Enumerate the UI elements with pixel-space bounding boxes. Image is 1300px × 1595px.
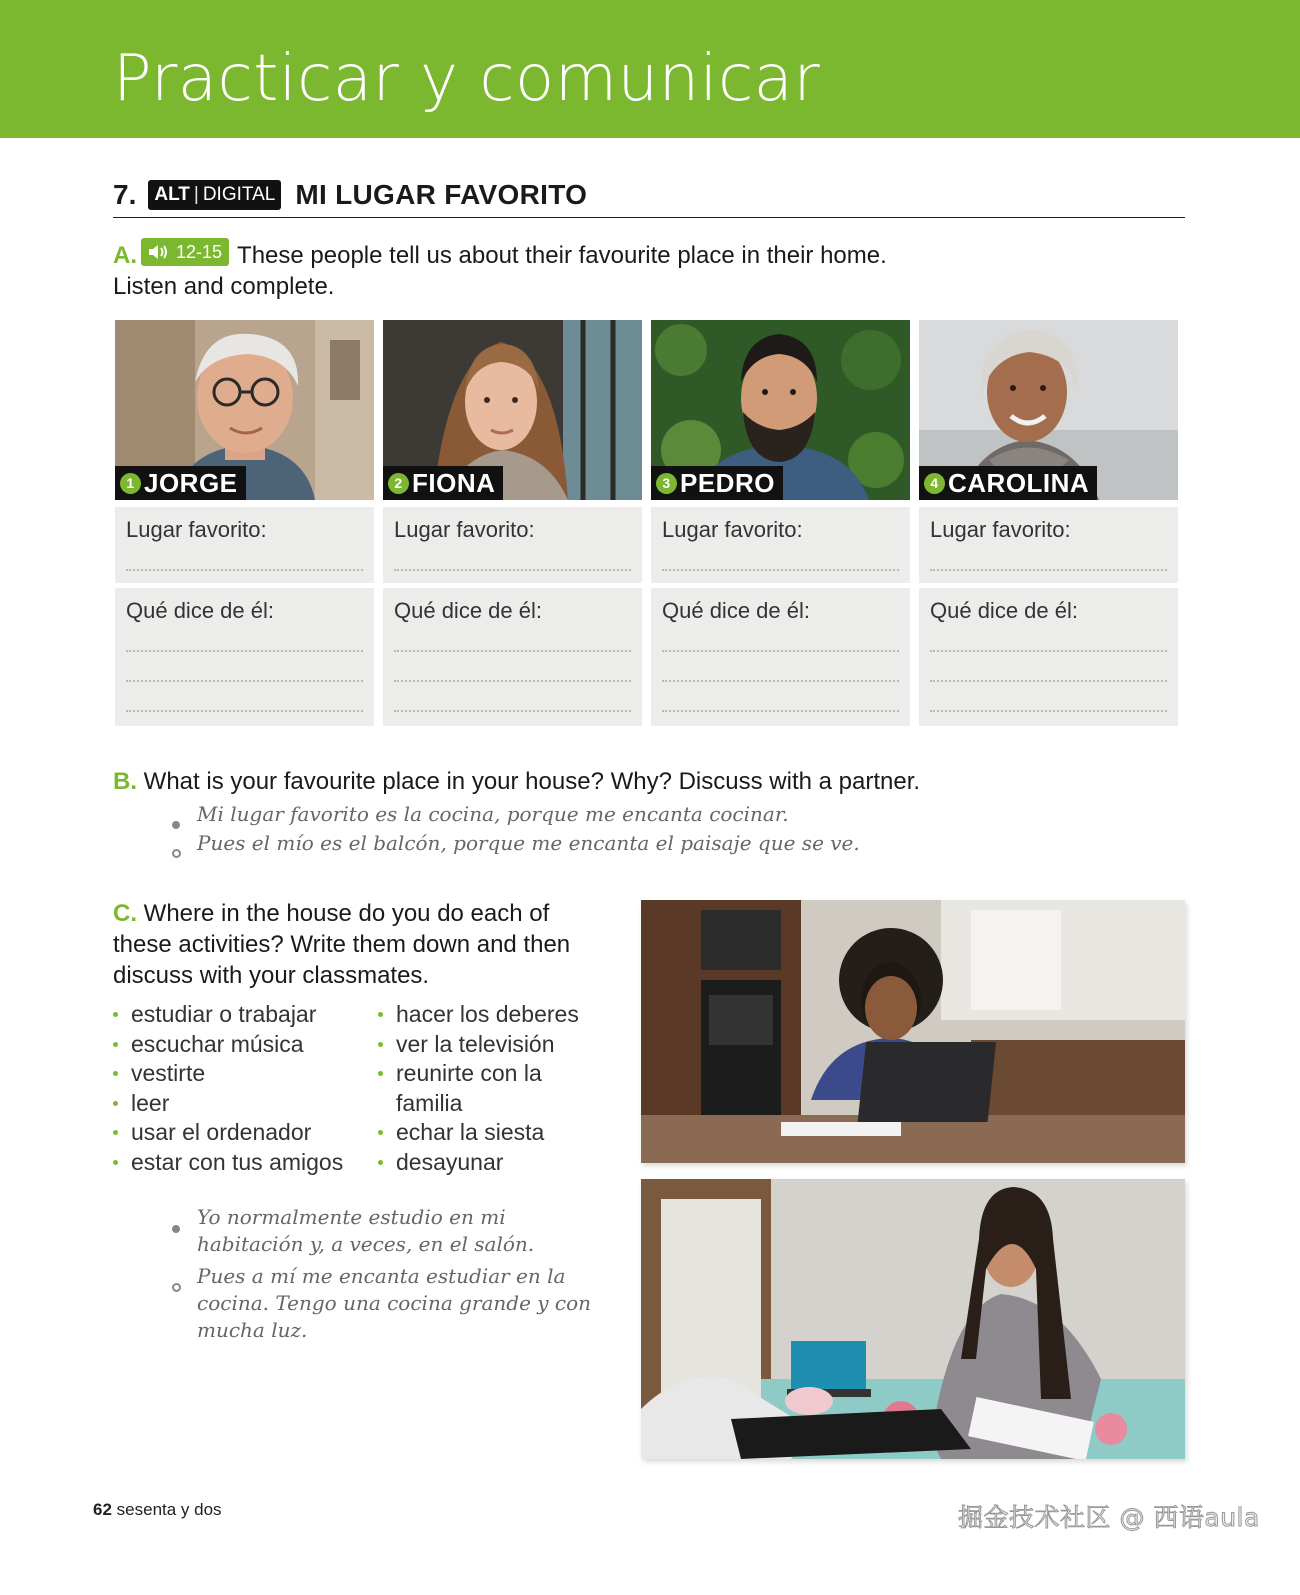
section-b-text: What is your favourite place in your house? Why? Discuss with a partner. (143, 768, 921, 795)
answer-line[interactable] (126, 680, 363, 682)
section-c-line: discuss with your classmates. (113, 962, 430, 989)
person-card-carolina (919, 320, 1178, 726)
answer-line[interactable] (126, 710, 363, 712)
exercise-number: 7. (113, 178, 137, 210)
activity-item: usar el ordenador (113, 1118, 343, 1148)
activity-item: estar con tus amigos (113, 1148, 343, 1178)
favorite-place-label: Lugar favorito: (126, 517, 267, 542)
activity-item: vestirte (113, 1059, 343, 1089)
answer-line[interactable] (394, 569, 631, 571)
section-c-letter: C. (113, 900, 137, 927)
activity-item: hacer los deberes (378, 1000, 598, 1030)
what-says-field[interactable] (115, 588, 374, 726)
activity-item: desayunar (378, 1148, 598, 1178)
what-says-label: Qué dice de él: (930, 598, 1078, 623)
answer-line[interactable] (662, 569, 899, 571)
activity-item: reunirte con la familia (378, 1059, 598, 1118)
section-a-line2: Listen and complete. (113, 273, 335, 300)
answer-line[interactable] (394, 650, 631, 652)
dialogue-text: habitación y, a veces, en el salón. (197, 1232, 535, 1256)
section-c-instruction (113, 898, 623, 991)
person-card-pedro (651, 320, 910, 726)
favorite-place-field[interactable] (919, 507, 1178, 583)
badge-digital-label: DIGITAL (202, 183, 276, 205)
activities-list-right (378, 1000, 598, 1177)
page-footer (93, 1500, 222, 1520)
favorite-place-field[interactable] (651, 507, 910, 583)
answer-line[interactable] (930, 680, 1167, 682)
dialogue-text: mucha luz. (197, 1318, 308, 1342)
favorite-place-field[interactable] (115, 507, 374, 583)
section-a-line1: These people tell us about their favourite place in their home. (237, 242, 887, 269)
answer-line[interactable] (126, 650, 363, 652)
what-says-field[interactable] (383, 588, 642, 726)
answer-line[interactable] (394, 680, 631, 682)
speaker-icon (148, 243, 170, 261)
filled-bullet-icon (172, 821, 180, 829)
watermark: 掘金技术社区 @ 西语aula (958, 1503, 1260, 1532)
answer-line[interactable] (930, 710, 1167, 712)
number-badge: 2 (388, 473, 409, 494)
answer-line[interactable] (394, 710, 631, 712)
person-name: FIONA (412, 467, 496, 498)
dialogue-text: cocina. Tengo una cocina grande y con (197, 1291, 592, 1315)
dialogue-line (172, 1204, 534, 1258)
what-says-label: Qué dice de él: (662, 598, 810, 623)
dialogue-text: Mi lugar favorito es la cocina, porque me encanta cocinar. (197, 802, 789, 826)
activity-item: ver la televisión (378, 1030, 598, 1060)
section-c-line: Where in the house do you do each of (143, 900, 550, 927)
name-tag-pedro (651, 466, 783, 500)
dialogue-text: Pues el mío es el balcón, porque me encanta el paisaje que se ve. (197, 831, 860, 855)
photo-fiona (383, 320, 642, 500)
section-a-letter: A. (113, 242, 137, 269)
exercise-heading (113, 172, 1185, 218)
number-badge: 3 (656, 473, 677, 494)
page-title: Practicar y comunicar (113, 42, 821, 116)
person-name: PEDRO (680, 467, 775, 498)
what-says-field[interactable] (651, 588, 910, 726)
person-card-jorge (115, 320, 374, 726)
section-c-line: these activities? Write them down and then (113, 931, 571, 958)
person-card-fiona (383, 320, 642, 726)
badge-alt-label: ALT (154, 183, 190, 205)
section-a-instruction (113, 238, 1185, 302)
answer-line[interactable] (930, 569, 1167, 571)
number-badge: 1 (120, 473, 141, 494)
dialogue-text: Pues a mí me encanta estudiar en la (197, 1264, 566, 1288)
answer-line[interactable] (662, 710, 899, 712)
header-band (0, 0, 1300, 138)
favorite-place-label: Lugar favorito: (930, 517, 1071, 542)
answer-line[interactable] (126, 569, 363, 571)
activity-item: leer (113, 1089, 343, 1119)
answer-line[interactable] (930, 650, 1167, 652)
photo-jorge (115, 320, 374, 500)
alt-digital-badge[interactable] (148, 180, 281, 210)
number-badge: 4 (924, 473, 945, 494)
dialogue-line (172, 1263, 591, 1344)
activity-item: estudiar o trabajar (113, 1000, 343, 1030)
activity-item: escuchar música (113, 1030, 343, 1060)
section-b-letter: B. (113, 768, 137, 795)
photo-pedro (651, 320, 910, 500)
audio-track-numbers: 12-15 (176, 241, 223, 262)
dialogue-text: Yo normalmente estudio en mi (197, 1205, 506, 1229)
favorite-place-label: Lugar favorito: (662, 517, 803, 542)
activities-list-left (113, 1000, 343, 1177)
bedroom-study-photo (641, 1179, 1185, 1459)
what-says-field[interactable] (919, 588, 1178, 726)
open-bullet-icon (172, 1283, 181, 1292)
photo-carolina (919, 320, 1178, 500)
favorite-place-field[interactable] (383, 507, 642, 583)
name-tag-fiona (383, 466, 503, 500)
page-number-words: sesenta y dos (116, 1500, 222, 1519)
section-b-instruction (113, 768, 920, 796)
activity-item: echar la siesta (378, 1118, 598, 1148)
page-number: 62 (93, 1500, 112, 1519)
person-name: JORGE (144, 467, 238, 498)
people-grid (115, 320, 1181, 726)
kitchen-study-photo (641, 900, 1185, 1163)
open-bullet-icon (172, 849, 181, 858)
filled-bullet-icon (172, 1225, 180, 1233)
name-tag-carolina (919, 466, 1097, 500)
what-says-label: Qué dice de él: (394, 598, 542, 623)
exercise-title: MI LUGAR FAVORITO (295, 178, 588, 210)
what-says-label: Qué dice de él: (126, 598, 274, 623)
favorite-place-label: Lugar favorito: (394, 517, 535, 542)
answer-line[interactable] (662, 680, 899, 682)
person-name: CAROLINA (948, 467, 1090, 498)
badge-separator: | (193, 183, 199, 205)
name-tag-jorge (115, 466, 246, 500)
answer-line[interactable] (662, 650, 899, 652)
audio-badge[interactable] (141, 238, 229, 266)
